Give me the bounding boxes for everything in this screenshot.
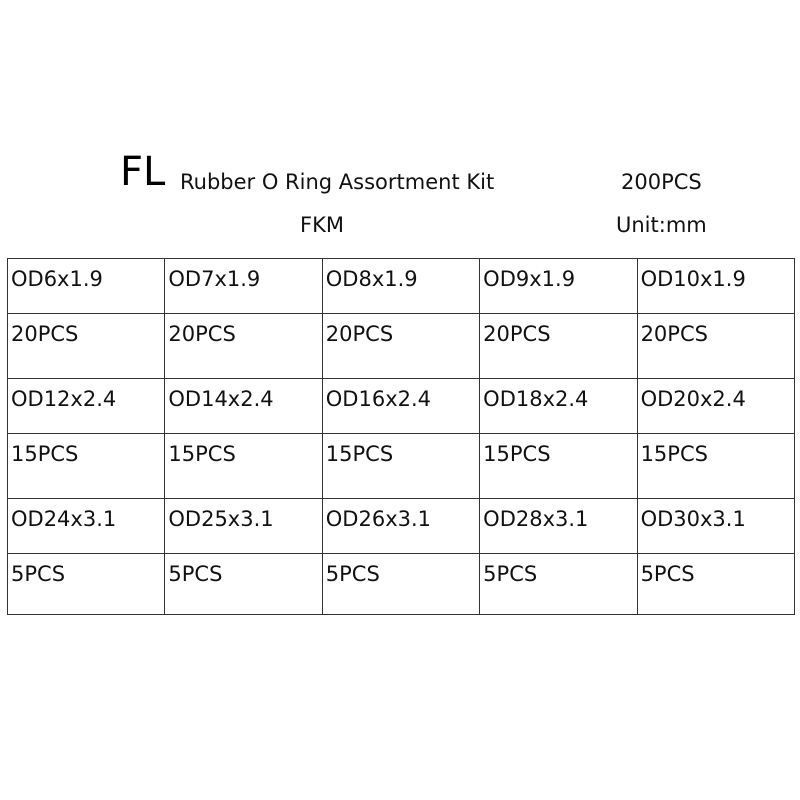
- quantity-cell: 15PCS: [322, 433, 479, 498]
- quantity-cell: 15PCS: [637, 433, 794, 498]
- size-cell: OD18x2.4: [480, 379, 637, 434]
- size-cell: OD10x1.9: [637, 259, 794, 314]
- page-title: Rubber O Ring Assortment Kit: [180, 170, 495, 194]
- size-cell: OD8x1.9: [322, 259, 479, 314]
- quantity-cell: 20PCS: [637, 313, 794, 378]
- size-cell: OD30x3.1: [637, 499, 794, 554]
- quantity-cell: 20PCS: [480, 313, 637, 378]
- size-cell: OD7x1.9: [165, 259, 322, 314]
- size-cell: OD26x3.1: [322, 499, 479, 554]
- size-cell: OD9x1.9: [480, 259, 637, 314]
- quantity-cell: 20PCS: [322, 313, 479, 378]
- brand-logo-text: FL: [120, 149, 166, 195]
- quantity-cell: 15PCS: [165, 433, 322, 498]
- quantity-cell: 15PCS: [8, 433, 165, 498]
- quantity-cell: 5PCS: [8, 553, 165, 614]
- size-cell: OD20x2.4: [637, 379, 794, 434]
- table-row-sizes-2: [8, 379, 795, 434]
- quantity-cell: 20PCS: [8, 313, 165, 378]
- total-quantity: 200PCS: [621, 170, 702, 194]
- unit-label: Unit:mm: [616, 213, 707, 237]
- material-label: FKM: [300, 213, 344, 237]
- quantity-cell: 15PCS: [480, 433, 637, 498]
- quantity-cell: 5PCS: [165, 553, 322, 614]
- size-cell: OD28x3.1: [480, 499, 637, 554]
- size-cell: OD6x1.9: [8, 259, 165, 314]
- size-cell: OD24x3.1: [8, 499, 165, 554]
- size-cell: OD16x2.4: [322, 379, 479, 434]
- quantity-cell: 5PCS: [480, 553, 637, 614]
- table-row-quantities-2: [8, 433, 795, 498]
- table-row-sizes-1: [8, 259, 795, 314]
- table-row-quantities-3: [8, 553, 795, 614]
- quantity-cell: 20PCS: [165, 313, 322, 378]
- table-row-sizes-3: [8, 499, 795, 554]
- quantity-cell: 5PCS: [322, 553, 479, 614]
- quantity-cell: 5PCS: [637, 553, 794, 614]
- size-quantity-table: [7, 258, 795, 615]
- size-cell: OD25x3.1: [165, 499, 322, 554]
- size-cell: OD12x2.4: [8, 379, 165, 434]
- table-row-quantities-1: [8, 313, 795, 378]
- size-cell: OD14x2.4: [165, 379, 322, 434]
